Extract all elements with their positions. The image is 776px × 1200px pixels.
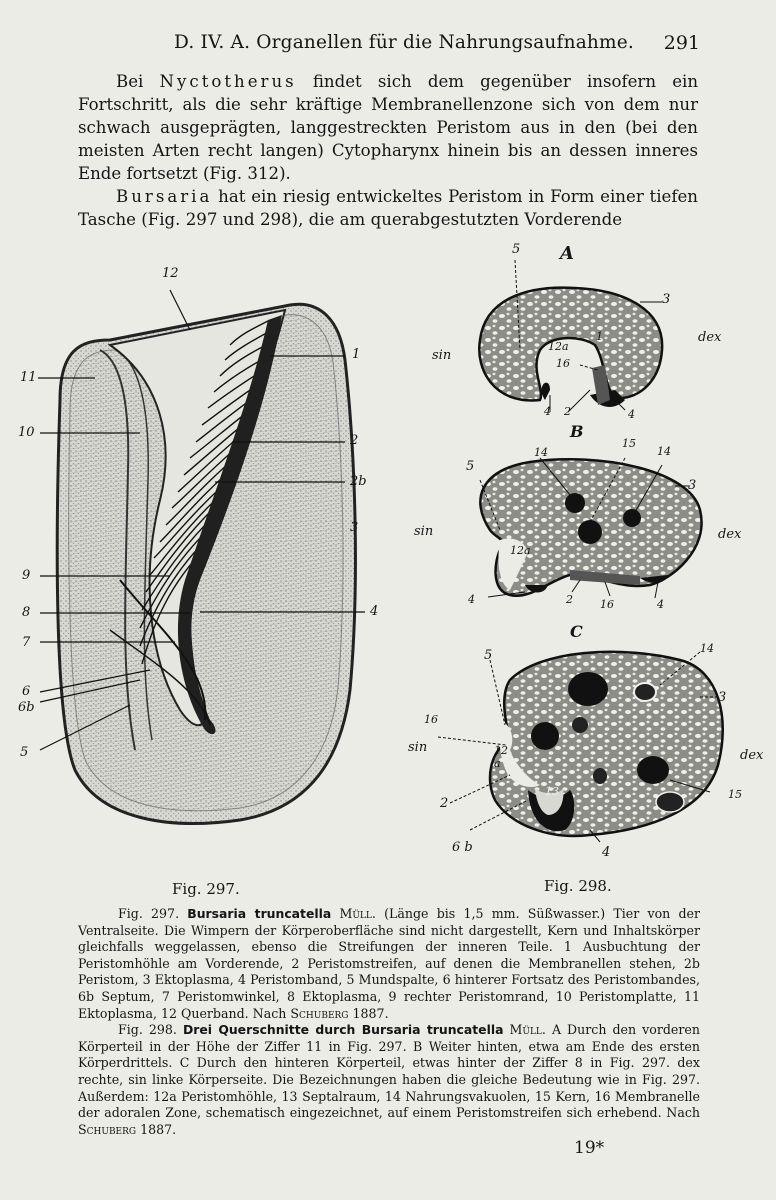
fig298a-title: A	[560, 243, 574, 264]
paragraph-2: Bursaria hat ein riesig entwickeltes Peristom in Form einer tiefen Tasche (Fig. 297 und 298), die am querabgestutzten Vorderende	[78, 187, 698, 229]
spaced-genus-bursaria: Bursaria	[116, 187, 213, 206]
spaced-genus-nyctotherus: Nyctotherus	[159, 72, 297, 91]
fig297-label-3: 3	[350, 520, 359, 535]
fig297-label-1: 1	[352, 347, 361, 362]
fig298b-label-14a: 14	[534, 446, 548, 459]
fig297-label: Fig. 297.	[172, 880, 240, 898]
fig298b-label-16: 16	[600, 598, 614, 611]
fig297-label-2b: 2b	[350, 474, 367, 489]
fig298c-label-15: 15	[728, 788, 742, 801]
fig298b-label-5: 5	[466, 459, 475, 474]
caption-fig297: Fig. 297. Bursaria truncatella Müll. (Länge bis 1,5 mm. Süßwasser.) Tier von der Ventralseite. Die Wimpern der Körperoberfläche sind nicht dargestellt, Kern und Inhaltskörper gleichfalls weggelassen, ebenso die Streifungen der inneren Teile. 1 Ausbuchtung der Peristomhöhle am Vorderende, 2 Peristomstreifen, auf denen die Membranellen stehen, 2b Peristom, 3 Ektoplasma, 4 Peristomband, 5 Mundspalte, 6 hinterer Fortsatz des Peristombandes, 6b Septum, 7 Peristomwinkel, 8 Ektoplasma, 9 rechter Peristomrand, 10 Peristomplatte, 11 Ektoplasma, 12 Querband. Nach Schuberg 1887.	[78, 906, 701, 1021]
fig298c-label-dex: dex	[740, 748, 764, 763]
fig298a-label-5: 5	[512, 242, 521, 257]
fig297-label-12: 12	[162, 266, 179, 281]
fig298b-label-2: 2	[566, 593, 573, 606]
fig298c-label-13: 13	[545, 785, 559, 798]
fig298c-label-2: 2	[440, 796, 449, 811]
body-text	[78, 70, 698, 231]
fig298b-label-14b: 14	[657, 445, 671, 458]
fig298a-label-16: 16	[556, 357, 570, 370]
fig298a-label-dex: dex	[698, 330, 722, 345]
fig297-label-6: 6	[22, 684, 31, 699]
fig297-label-4: 4	[370, 604, 379, 619]
caption-fig298: Fig. 298. Drei Querschnitte durch Bursaria truncatella Müll. A Durch den vorderen Körperteil in der Höhe der Ziffer 11 in Fig. 297. B Weiter hinten, etwa am Ende des ersten Körperdrittels. C Durch den hinteren Körperteil, etwas hinter der Ziffer 8 in Fig. 297. dex rechte, sin linke Körperseite. Die Bezeichnungen haben die gleiche Bedeutung wie in Fig. 297. Außerdem: 12a Peristomhöhle, 13 Septalraum, 14 Nahrungsvakuolen, 15 Kern, 16 Membranelle der adoralen Zone, schematisch eingezeichnet, auf einem Peristomstreifen sich erhebend. Nach Schuberg 1887.	[78, 1022, 700, 1137]
fig298a-label-4a: 4	[544, 405, 551, 418]
fig298a-label-12a: 12a	[548, 340, 569, 353]
cross-section-C	[438, 652, 723, 842]
fig298b-label-sin: sin	[414, 524, 434, 539]
cross-section-B	[480, 458, 702, 598]
fig298c-label-6b: 6 b	[452, 840, 473, 855]
fig298b-label-dex: dex	[718, 527, 742, 542]
fig298b-label-4a: 4	[468, 593, 475, 606]
fig298c-label-12: 12	[494, 744, 508, 757]
running-title: D. IV. A. Organellen für die Nahrungsaufnahme.	[174, 32, 635, 53]
figure-297-drawing	[0, 250, 400, 870]
fig298b-label-12a: 12a	[510, 544, 531, 557]
fig297-label-2: 2	[350, 433, 359, 448]
fig297-label-5: 5	[20, 745, 29, 760]
cross-section-A	[479, 260, 662, 412]
printer-signature: 19*	[574, 1138, 605, 1158]
fig298a-label-4b: 4	[628, 408, 635, 421]
fig297-label-11: 11	[20, 370, 37, 385]
fig298b-label-4b: 4	[657, 598, 664, 611]
fig298b-label-15: 15	[622, 437, 636, 450]
fig298b-label-3: 3	[688, 478, 697, 493]
fig298a-label-2: 2	[564, 405, 571, 418]
fig297-label-10: 10	[18, 425, 35, 440]
fig298c-label-a: a	[494, 757, 501, 770]
page-number: 291	[663, 32, 700, 54]
figure-captions	[78, 906, 700, 1138]
fig297-label-8: 8	[22, 605, 31, 620]
fig298a-label-1: 1	[596, 330, 603, 343]
fig298b-title: B	[570, 422, 584, 441]
fig297-label-6b: 6b	[18, 700, 35, 715]
fig298c-label-sin: sin	[408, 740, 428, 755]
fig298c-label-3: 3	[718, 690, 727, 705]
fig297-label-7: 7	[22, 635, 31, 650]
fig298c-label-14: 14	[700, 642, 714, 655]
fig298-label: Fig. 298.	[544, 877, 612, 895]
fig298c-label-4: 4	[602, 845, 611, 860]
fig297-label-9: 9	[22, 568, 31, 583]
fig298a-label-3: 3	[662, 292, 671, 307]
fig298a-label-sin: sin	[432, 348, 452, 363]
fig298c-label-16: 16	[424, 713, 438, 726]
fig298c-label-5: 5	[484, 648, 493, 663]
paragraph-1: Bei Nyctotherus findet sich dem gegenüber insofern ein Fortschritt, als die sehr kräftige Membranellenzone sich von dem nur schwach ausgeprägten, langgestreckten Peristom aus in den (bei den meisten Arten recht langen) Cytopharynx hinein bis an dessen inneres Ende fortsetzt (Fig. 312).	[78, 72, 699, 183]
fig298c-title: C	[570, 622, 583, 641]
